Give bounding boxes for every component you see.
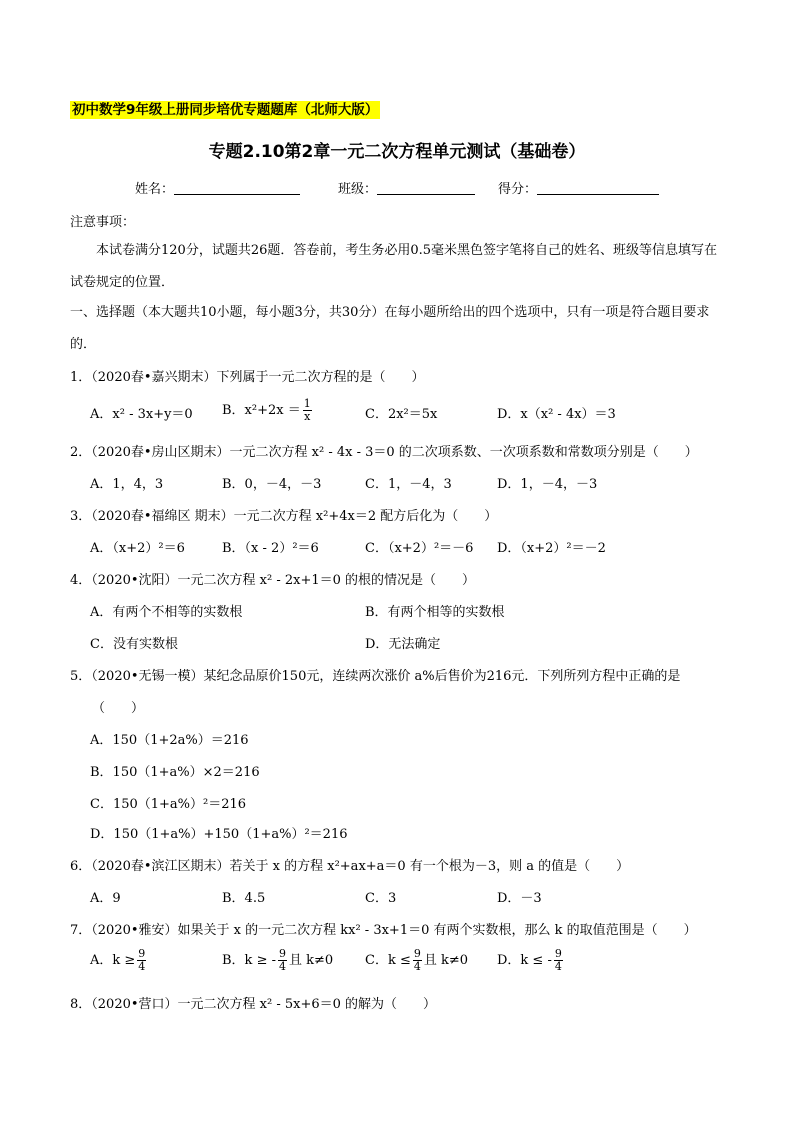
question-1-stem: 1．（2020春•嘉兴期末）下列属于一元二次方程的是（ ） [70, 370, 425, 385]
section-heading: 一、选择题（本大题共10小题，每小题3分，共30分）在每小题所给出的四个选项中，只有一项是符合题目要求的． [70, 305, 710, 352]
score-blank[interactable] [537, 180, 659, 195]
q7-option-c-fraction [413, 948, 422, 973]
q7-option-c-text: C．k ≤ [365, 953, 411, 968]
q5-option-a[interactable]: A．150（1+2a%）＝216 [90, 733, 249, 748]
q6-option-d[interactable]: D．－3 [497, 891, 542, 906]
class-field[interactable] [338, 178, 475, 197]
name-blank[interactable] [174, 180, 300, 195]
q4-option-b[interactable]: B．有两个相等的实数根 [365, 605, 505, 620]
q7-option-b-text: B．k ≥ - [222, 953, 276, 968]
q3-option-d[interactable]: D．（x+2）²＝－2 [497, 541, 606, 556]
question-3-stem: 3．（2020春•福绵区 期末）一元二次方程 x²+4x＝2 配方后化为（ ） [70, 509, 498, 524]
q2-option-a[interactable]: A．1，4，3 [90, 477, 164, 492]
score-field[interactable] [498, 178, 659, 197]
q3-option-b[interactable]: B．（x - 2）²＝6 [222, 541, 319, 556]
q5-option-c[interactable]: C．150（1+a%）²＝216 [90, 797, 247, 812]
fraction-numerator: 9 [413, 947, 421, 960]
q2-option-c[interactable]: C．1，－4，3 [365, 477, 452, 492]
q2-option-b[interactable]: B．0，－4，－3 [222, 477, 322, 492]
q3-option-c[interactable]: C．（x+2）²＝－6 [365, 541, 474, 556]
question-2-stem: 2．（2020春•房山区期末）一元二次方程 x² - 4x - 3＝0 的二次项系数、一次项系数和常数项分别是（ ） [70, 445, 698, 460]
fraction-denominator: 4 [554, 960, 562, 973]
q1-option-b-fraction [303, 398, 312, 423]
q7-option-d-fraction [554, 948, 563, 973]
series-banner: 初中数学9年级上册同步培优专题题库（北师大版） [72, 102, 379, 118]
q7-option-d[interactable] [497, 948, 565, 973]
q7-option-b-condition: 且 k≠0 [288, 953, 334, 968]
fraction-numerator: 9 [138, 947, 146, 960]
notice-text: 本试卷满分120分，试题共26题．答卷前，考生务必用0.5毫米黑色签字笔将自己的姓名、班级等信息填写在试卷规定的位置． [70, 243, 718, 290]
q4-option-a[interactable]: A．有两个不相等的实数根 [90, 605, 243, 620]
fraction-numerator: 9 [554, 947, 562, 960]
q1-option-c[interactable]: C．2x²＝5x [365, 407, 438, 422]
q1-option-d[interactable]: D．x（x² - 4x）＝3 [497, 407, 616, 422]
fraction-numerator: 9 [278, 947, 286, 960]
q4-option-d[interactable]: D．无法确定 [365, 637, 441, 652]
q7-option-b[interactable] [222, 948, 333, 973]
q1-option-b[interactable] [222, 398, 314, 423]
q6-option-c[interactable]: C．3 [365, 891, 397, 906]
q1-option-b-text: B．x²+2x ＝ [222, 403, 301, 418]
question-5-stem: 5．（2020•无锡一模）某纪念品原价150元，连续两次涨价 a%后售价为216元．下列所列方程中正确的是 [70, 669, 681, 684]
q7-option-a[interactable] [90, 948, 148, 973]
fraction-denominator: 4 [413, 960, 421, 973]
q7-option-c-condition: 且 k≠0 [423, 953, 469, 968]
q4-option-c[interactable]: C．没有实数根 [90, 637, 178, 652]
question-4-stem: 4．（2020•沈阳）一元二次方程 x² - 2x+1＝0 的根的情况是（ ） [70, 573, 476, 588]
q5-option-b[interactable]: B．150（1+a%）×2＝216 [90, 765, 260, 780]
class-blank[interactable] [377, 180, 475, 195]
question-8-stem: 8．（2020•营口）一元二次方程 x² - 5x+6＝0 的解为（ ） [70, 997, 437, 1012]
q3-option-a[interactable]: A．（x+2）²＝6 [90, 541, 185, 556]
question-5-bracket: （ ） [92, 701, 145, 716]
q6-option-a[interactable]: A．9 [90, 891, 121, 906]
q5-option-d[interactable]: D．150（1+a%）+150（1+a%）²＝216 [90, 827, 348, 842]
q7-option-a-text: A．k ≥ [90, 953, 136, 968]
score-label: 得分： [498, 182, 538, 197]
question-6-stem: 6．（2020春•滨江区期末）若关于 x 的方程 x²+ax+a＝0 有一个根为－3，则 a 的值是（ ） [70, 859, 630, 874]
q7-option-b-fraction [278, 948, 287, 973]
q7-option-d-text: D．k ≤ - [497, 953, 552, 968]
q2-option-d[interactable]: D．1，－4，－3 [497, 477, 598, 492]
fraction-denominator: 4 [138, 960, 146, 973]
q1-option-a[interactable]: A．x² - 3x+y＝0 [90, 407, 193, 422]
q7-option-c[interactable] [365, 948, 468, 973]
fraction-denominator: 4 [278, 960, 286, 973]
fraction-denominator: x [304, 410, 311, 423]
fraction-numerator: 1 [303, 397, 311, 410]
q7-option-a-fraction [137, 948, 146, 973]
question-7-stem: 7．（2020•雅安）如果关于 x 的一元二次方程 kx² - 3x+1＝0 有两个实数根，那么 k 的取值范围是（ ） [70, 923, 697, 938]
class-label: 班级： [338, 182, 378, 197]
notice-label: 注意事项： [70, 215, 136, 230]
q6-option-b[interactable]: B．4.5 [222, 891, 266, 906]
name-label: 姓名： [135, 182, 175, 197]
page-title: 专题2.10第2章一元二次方程单元测试（基础卷） [208, 142, 586, 162]
name-field[interactable] [135, 178, 300, 197]
